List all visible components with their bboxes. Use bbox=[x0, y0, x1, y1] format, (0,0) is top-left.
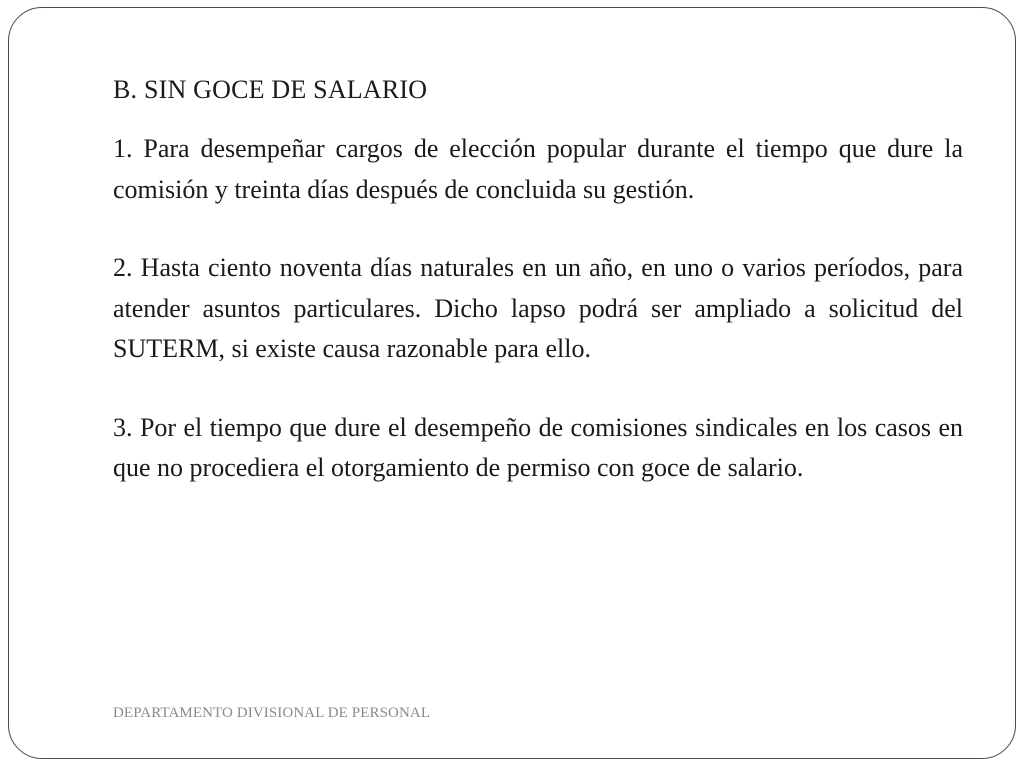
slide-footer: DEPARTAMENTO DIVISIONAL DE PERSONAL bbox=[113, 705, 431, 721]
paragraph-2: 2. Hasta ciento noventa días naturales en un año, en uno o varios períodos, para atender asuntos particulares. Dicho lapso podrá ser ampliado a solicitud del SUTERM, si existe causa razonable para ello. bbox=[113, 253, 963, 363]
slide-content bbox=[113, 70, 963, 489]
paragraph-3: 3. Por el tiempo que dure el desempeño de comisiones sindicales en los casos en que no procediera el otorgamiento de permiso con goce de salario. bbox=[113, 412, 963, 482]
paragraph-1: 1. Para desempeñar cargos de elección popular durante el tiempo que dure la comisión y treinta días después de concluida su gestión. bbox=[113, 134, 963, 204]
slide-heading: B. SIN GOCE DE SALARIO bbox=[113, 75, 428, 104]
